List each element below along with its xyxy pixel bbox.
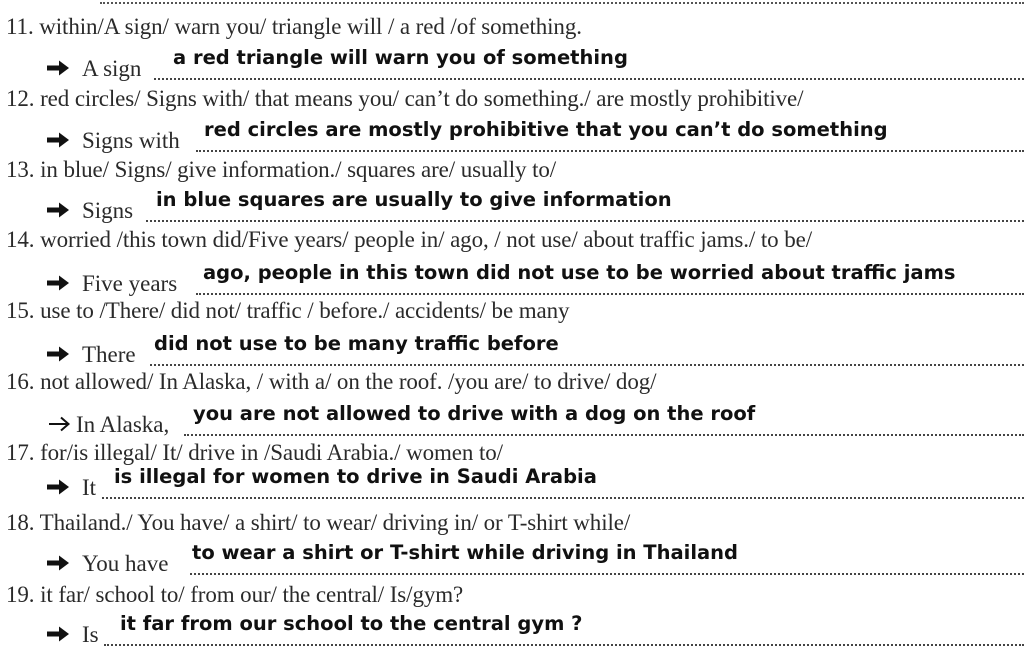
handwritten-answer-19: it far from our school to the central gym ? xyxy=(120,612,583,635)
answer-lead-14: Five years xyxy=(82,271,178,296)
answer-dotted-line-15 xyxy=(150,364,1024,366)
arrow-right-icon xyxy=(46,477,70,497)
answer-dotted-line-14 xyxy=(196,293,1024,295)
arrow-right-icon xyxy=(48,414,72,434)
answer-dotted-line-12 xyxy=(196,150,1024,152)
answer-lead-18: You have xyxy=(82,551,169,576)
arrow-right-icon xyxy=(46,344,70,364)
handwritten-answer-13: in blue squares are usually to give information xyxy=(156,188,672,211)
question-16-prompt: 16. not allowed/ In Alaska, / with a/ on the roof. /you are/ to drive/ dog/ xyxy=(6,369,657,394)
answer-dotted-line-18 xyxy=(190,573,1024,575)
handwritten-answer-15: did not use to be many traffic before xyxy=(154,332,559,355)
question-17-prompt: 17. for/is illegal/ It/ drive in /Saudi Arabia./ women to/ xyxy=(6,440,503,465)
answer-row-12 xyxy=(46,118,1024,154)
answer-dotted-line-19 xyxy=(104,644,1024,646)
answer-row-15 xyxy=(46,332,1024,368)
answer-row-19 xyxy=(46,612,1024,648)
question-13-prompt: 13. in blue/ Signs/ give information./ squares are/ usually to/ xyxy=(6,157,557,182)
handwritten-answer-17: is illegal for women to drive in Saudi Arabia xyxy=(114,465,597,488)
question-12-prompt: 12. red circles/ Signs with/ that means you/ can’t do something./ are mostly prohibitive/ xyxy=(6,86,804,111)
arrow-right-icon xyxy=(46,130,70,150)
answer-row-14 xyxy=(46,261,1024,297)
answer-lead-19: Is xyxy=(82,622,99,647)
answer-row-11 xyxy=(46,46,1024,82)
previous-answer-dotted-line xyxy=(100,0,1024,4)
answer-lead-11: A sign xyxy=(82,56,142,81)
arrow-right-icon xyxy=(46,273,70,293)
answer-row-16 xyxy=(46,402,1024,438)
answer-lead-12: Signs with xyxy=(82,128,180,153)
question-14-prompt: 14. worried /this town did/Five years/ people in/ ago, / not use/ about traffic jams./ to be/ xyxy=(6,227,812,252)
question-15-prompt: 15. use to /There/ did not/ traffic / before./ accidents/ be many xyxy=(6,298,570,323)
answer-dotted-line-13 xyxy=(146,220,1024,222)
answer-dotted-line-17 xyxy=(102,497,1024,499)
answer-lead-17: It xyxy=(82,475,97,500)
answer-row-13 xyxy=(46,188,1024,224)
answer-lead-16: In Alaska, xyxy=(76,412,170,437)
question-18-prompt: 18. Thailand./ You have/ a shirt/ to wear/ driving in/ or T-shirt while/ xyxy=(6,510,631,535)
arrow-right-icon xyxy=(46,624,70,644)
arrow-right-icon xyxy=(46,200,70,220)
handwritten-answer-18: to wear a shirt or T-shirt while driving in Thailand xyxy=(192,541,739,564)
question-11-prompt: 11. within/A sign/ warn you/ triangle will / a red /of something. xyxy=(6,14,582,39)
handwritten-answer-16: you are not allowed to drive with a dog on the roof xyxy=(193,402,756,425)
answer-dotted-line-16 xyxy=(184,434,1024,436)
question-19-prompt: 19. it far/ school to/ from our/ the central/ Is/gym? xyxy=(6,582,464,607)
answer-lead-13: Signs xyxy=(82,198,134,223)
handwritten-answer-11: a red triangle will warn you of something xyxy=(173,46,628,69)
arrow-right-icon xyxy=(46,553,70,573)
answer-row-18 xyxy=(46,541,1024,577)
arrow-right-icon xyxy=(46,58,70,78)
answer-dotted-line-11 xyxy=(154,78,1024,80)
handwritten-answer-12: red circles are mostly prohibitive that you can’t do something xyxy=(204,118,888,141)
answer-lead-15: There xyxy=(82,342,136,367)
answer-row-17 xyxy=(46,465,1024,501)
handwritten-answer-14: ago, people in this town did not use to be worried about traffic jams xyxy=(203,261,956,284)
